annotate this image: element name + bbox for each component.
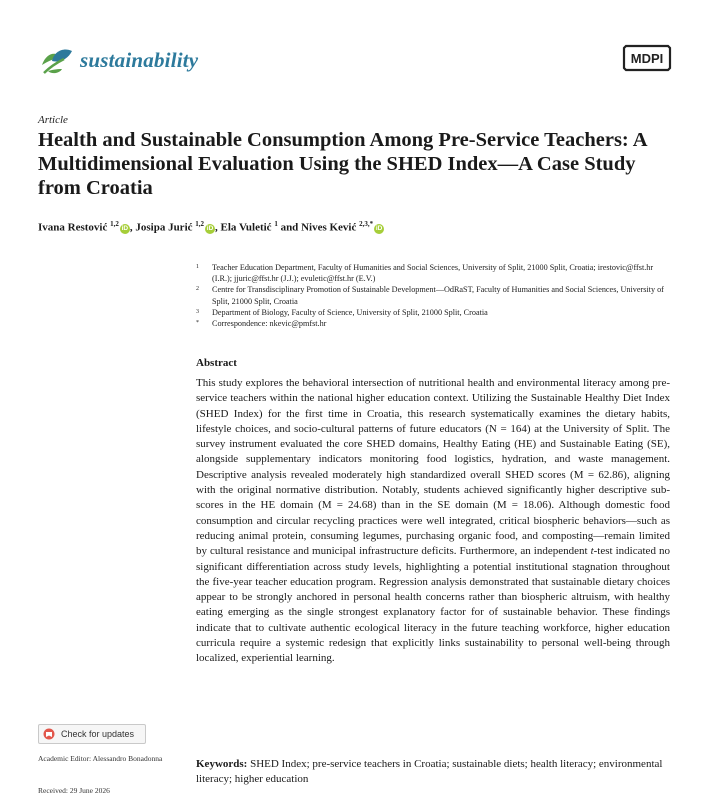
orcid-icon[interactable]: iD xyxy=(121,224,129,232)
mdpi-logo-icon xyxy=(622,44,672,72)
article-title: Health and Sustainable Consumption Among Pre-Service Teachers: A Multidimensional Evaluation Using the SHED Index—A Case Study from Croatia xyxy=(38,129,647,199)
check-updates-icon xyxy=(43,728,55,740)
academic-editor: Academic Editor: Alessandro Bonadonna xyxy=(38,754,163,763)
author-list xyxy=(38,220,678,234)
affiliations xyxy=(196,262,672,329)
affiliation-text: Centre for Transdisciplinary Promotion of Sustainable Development—OdRaST, Faculty of Humanities and Social Sciences, University of Split, 21000 Split, Croatia xyxy=(212,285,664,306)
affiliation-number: 3 xyxy=(196,308,199,315)
abstract-heading: Abstract xyxy=(196,357,237,369)
affiliation-number: 2 xyxy=(196,286,199,293)
author-name[interactable]: Ivana Restović xyxy=(38,221,108,234)
affiliation-text: Teacher Education Department, Faculty of Humanities and Social Sciences, University of Split, 21000 Split, Croatia; irestovic@ffst.hr (I.R.); jjuric@ffst.hr (J.J.); evuletic@ffst.hr (E.V.) xyxy=(212,263,654,284)
journal-name: sustainability xyxy=(80,47,199,72)
author-name[interactable]: Josipa Jurić xyxy=(135,221,193,234)
mdpi-logo-text: MDPI xyxy=(630,51,664,66)
author-name[interactable]: Ela Vuletić xyxy=(220,221,272,234)
affiliation-item xyxy=(196,307,672,318)
author-separator: , xyxy=(215,221,221,234)
check-updates-label: Check for updates xyxy=(61,729,135,739)
author-name[interactable]: Nives Kević xyxy=(301,221,357,234)
affiliation-item xyxy=(196,318,672,329)
affiliation-text: Department of Biology, Faculty of Science, University of Split, 21000 Split, Croatia xyxy=(212,307,488,317)
received-date: Received: 29 June 2026 xyxy=(38,786,110,795)
affiliation-item xyxy=(196,284,672,306)
orcid-icon[interactable]: iD xyxy=(375,224,383,232)
author-separator: , xyxy=(129,221,136,234)
leaf-logo-icon xyxy=(38,43,74,77)
affiliation-number: 1 xyxy=(196,264,199,270)
author-affiliation-marker: 1 xyxy=(274,220,278,228)
journal-header xyxy=(38,38,672,82)
orcid-icon[interactable]: iD xyxy=(206,224,214,232)
abstract-body xyxy=(196,376,670,667)
check-for-updates-button[interactable] xyxy=(38,724,146,744)
author-affiliation-marker: 1,2 xyxy=(110,220,119,228)
abstract-text-part1: This study explores the behavioral intersection of nutritional health and environmental literacy among pre-service teachers within the national higher education context. Utilizing the Sustainable Healthy Diet Index (SHED Index) for the first time in Croatia, this research systematically examines the dietary habits, lifestyle choices, and socio-cultural patterns of future educators (N = 164) at the University of Split. The survey instrument evaluated the core SHED domains, Healthy Eating (HE) and Sustainable Eating (SE), alongside supplementary indicators monitoring food logistics, hydration, and waste management. Descriptive analysis revealed moderately high standardized overall SHED scores (M = 62.86), aligning with the original normative distribution. Notably, students achieved significantly higher descriptive sub-scores in the HE domain (M = 24.68) than in the SE domain (M = 18.06). Although domestic food consumption and circular recycling practices were well integrated, critical biospheric behaviors—such as reducing animal protein, consuming legumes, purchasing organic food, and composting—remain limited by cultural resistance and municipal infrastructure deficits. Furthermore, an independent xyxy=(196,377,670,558)
article-type: Article xyxy=(38,114,68,126)
affiliation-text: Correspondence: nkevic@pmfst.hr xyxy=(212,319,327,329)
keywords-label: Keywords: xyxy=(196,758,248,770)
author-affiliation-marker: 2,3,* xyxy=(359,220,374,228)
keywords xyxy=(196,757,670,788)
abstract-text-part2: -test indicated no significant differentiation across study levels, highlighting a potential institutional stagnation throughout the five-year teacher education program. Regression analysis demonstrated that sustainable dietary choices appear to be strongly anchored in personal health concerns rather than biospheric altruism, with healthy eating emerging as the single strongest explanatory factor for of sustainable behavior. These findings indicate that to cultivate authentic ecological literacy in the future teaching workforce, higher education curricula require a systemic redesign that explicitly links sustainability to personal well-being through localized, experiential learning. xyxy=(196,545,670,665)
author-separator: and xyxy=(277,221,302,234)
abstract-t-italic: t xyxy=(590,545,594,558)
keywords-text: SHED Index; pre-service teachers in Croatia; sustainable diets; health literacy; environmental literacy; higher education xyxy=(196,758,663,786)
affiliation-number: * xyxy=(196,320,199,327)
journal-logo[interactable] xyxy=(38,38,198,82)
mdpi-logo[interactable] xyxy=(622,44,672,77)
affiliation-item xyxy=(196,262,672,284)
author-affiliation-marker: 1,2 xyxy=(195,220,205,228)
